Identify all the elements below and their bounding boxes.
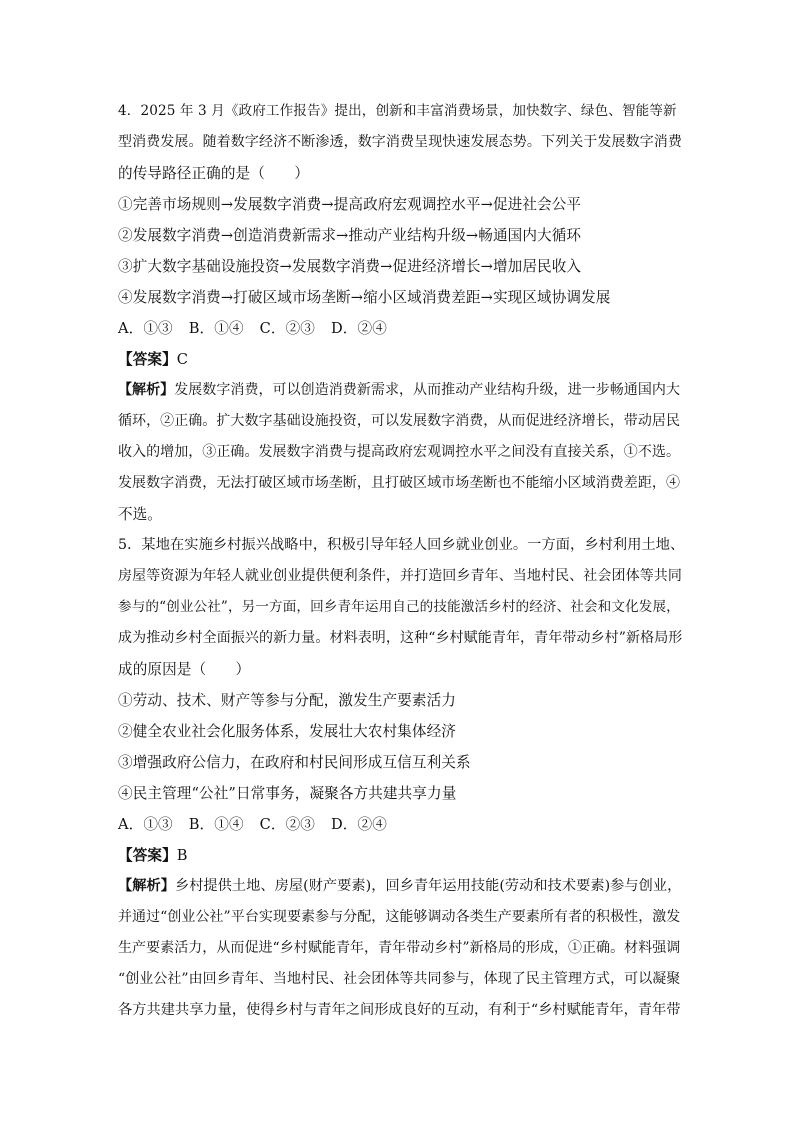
document-content <box>118 96 685 1026</box>
q5-choice-c: C．②③ <box>259 816 315 833</box>
q4-stem-line-2: 型消费发展。随着数字经济不断渗透，数字消费呈现快速发展态势。下列关于发展数字消费 <box>118 134 682 150</box>
q4-analysis-line-4: 发展数字消费，无法打破区域市场垄断，且打破区域市场垄断也不能缩小区域消费差距，④ <box>118 475 680 491</box>
q4-analysis-line-5: 不选。 <box>118 506 162 523</box>
q4-analysis-line-1 <box>118 375 681 406</box>
q4-option-1: ①完善市场规则→发展数字消费→提高政府宏观调控水平→促进社会公平 <box>118 196 582 213</box>
q4-stem-line-3: 的传导路径正确的是（ ） <box>118 165 310 182</box>
q5-analysis-label: 【解析】 <box>118 878 175 894</box>
q5-analysis-line-5: 各方共建共享力量，使得乡村与青年之间形成良好的互动，有利于“乡村赋能青年，青年带 <box>118 1002 681 1018</box>
q5-analysis-line-1 <box>118 871 682 902</box>
q5-option-3: ③增强政府公信力，在政府和村民间形成互信互利关系 <box>118 754 471 771</box>
q4-option-3: ③扩大数字基础设施投资→发展数字消费→促进经济增长→增加居民收入 <box>118 258 582 275</box>
q4-answer-value: C <box>176 351 189 368</box>
q4-stem-line-1: 4．2025 年 3 月《政府工作报告》提出，创新和丰富消费场景，加快数字、绿色、智能等新 <box>118 103 677 119</box>
question-5 <box>118 530 685 1026</box>
q4-analysis-label: 【解析】 <box>118 382 175 398</box>
q4-choices <box>118 313 678 344</box>
q5-answer <box>118 840 678 871</box>
q4-option-2: ②发展数字消费→创造消费新需求→推动产业结构升级→畅通国内大循环 <box>118 227 582 244</box>
q4-analysis-text-1: 发展数字消费，可以创造消费新需求，从而推动产业结构升级，进一步畅通国内大 <box>174 382 681 398</box>
q5-choice-b: B．①④ <box>188 816 244 833</box>
q5-stem-line-4: 成为推动乡村全面振兴的新力量。材料表明，这种“乡村赋能青年，青年带动乡村”新格局形 <box>118 630 683 646</box>
q5-analysis-line-2: 并通过“创业公社”平台实现要素参与分配，这能够调动各类生产要素所有者的积极性，激发 <box>118 909 681 925</box>
q5-analysis-line-4: “创业公社”由回乡青年、当地村民、社会团体等共同参与，体现了民主管理方式，可以凝聚 <box>118 971 681 987</box>
q5-stem-line-5: 成的原因是（ ） <box>118 661 251 678</box>
q4-choice-b: B．①④ <box>188 320 244 337</box>
q5-option-4: ④民主管理“公社”日常事务，凝聚各方共建共享力量 <box>118 785 457 802</box>
q5-answer-label: 【答案】 <box>118 847 177 864</box>
q4-answer <box>118 344 678 375</box>
q5-choice-a: A．①③ <box>118 816 173 833</box>
q4-analysis-line-2: 循环，②正确。扩大数字基础设施投资，可以发展数字消费，从而促进经济增长，带动居民 <box>118 413 680 429</box>
q5-analysis-line-3: 生产要素活力，从而促进“乡村赋能青年，青年带动乡村”新格局的形成，①正确。材料强调 <box>118 940 681 956</box>
q5-answer-value: B <box>176 847 188 864</box>
q4-choice-d: D．②④ <box>331 320 387 337</box>
q4-answer-label: 【答案】 <box>118 351 177 368</box>
q5-analysis-text-1: 乡村提供土地、房屋(财产要素)，回乡青年运用技能(劳动和技术要素)参与创业， <box>174 878 682 894</box>
q4-choice-a: A．①③ <box>118 320 173 337</box>
q5-stem-line-3: 参与的“创业公社”，另一方面，回乡青年运用自己的技能激活乡村的经济、社会和文化发展， <box>118 599 680 615</box>
q5-choices <box>118 809 678 840</box>
q4-choice-c: C．②③ <box>259 320 315 337</box>
q4-analysis-line-3: 收入的增加，③正确。发展数字消费与提高政府宏观调控水平之间没有直接关系，①不选。 <box>118 444 680 460</box>
question-4 <box>118 96 682 530</box>
q5-stem-line-1: 5．某地在实施乡村振兴战略中，积极引导年轻人回乡就业创业。一方面，乡村利用土地、 <box>118 537 685 553</box>
q5-stem-line-2: 房屋等资源为年轻人就业创业提供便利条件，并打造回乡青年、当地村民、社会团体等共同 <box>118 568 682 584</box>
q5-choice-d: D．②④ <box>331 816 387 833</box>
q4-option-4: ④发展数字消费→打破区域市场垄断→缩小区域消费差距→实现区域协调发展 <box>118 289 611 306</box>
q5-option-2: ②健全农业社会化服务体系，发展壮大农村集体经济 <box>118 723 456 740</box>
q5-option-1: ①劳动、技术、财产等参与分配，激发生产要素活力 <box>118 692 456 709</box>
